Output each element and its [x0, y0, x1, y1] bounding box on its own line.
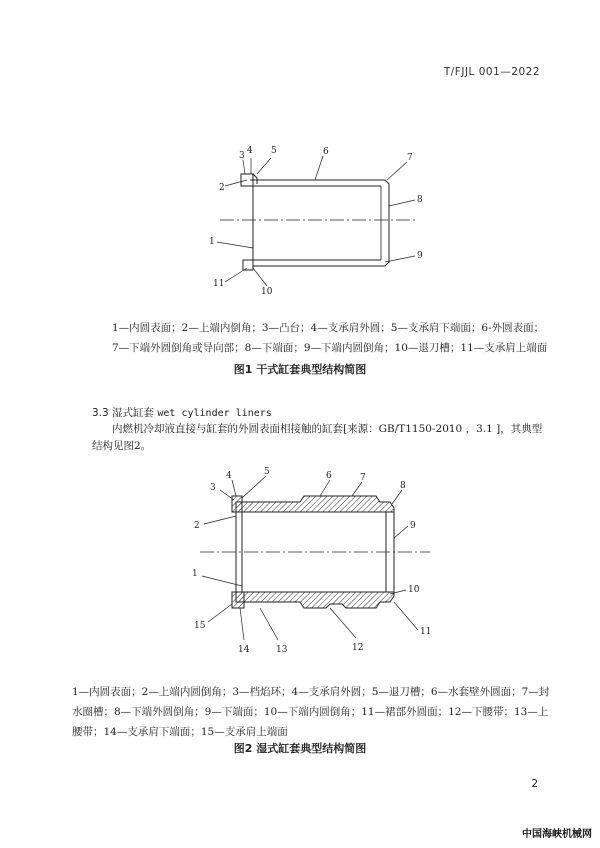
- figure2-legend-line: 腰带；14—支承肩下端面；15—支承肩上端面: [72, 726, 288, 738]
- fig2-label-4: 4: [226, 471, 232, 481]
- upper-flange: [232, 496, 242, 512]
- fig2-label-5: 5: [264, 467, 270, 477]
- fig1-label-1: 1: [209, 237, 215, 247]
- fig2-label-13: 13: [276, 645, 288, 655]
- figure2-legend: [72, 682, 557, 742]
- fig1-label-9: 9: [417, 251, 423, 261]
- fig1-label-5: 5: [271, 146, 277, 156]
- section-title-cn: 湿式缸套: [112, 407, 155, 419]
- fig2-label-6: 6: [326, 471, 332, 481]
- section-title-en: wet cylinder liners: [157, 408, 272, 419]
- fig2-label-12: 12: [352, 643, 364, 653]
- fig2-label-11: 11: [420, 627, 432, 637]
- fig1-label-4: 4: [247, 146, 253, 156]
- fig2-label-10: 10: [408, 585, 420, 595]
- section-heading: [92, 405, 272, 420]
- site-watermark: 中国海峡机械网: [522, 829, 592, 840]
- fig1-label-11: 11: [213, 279, 225, 289]
- fig2-label-14: 14: [238, 645, 250, 655]
- fig2-label-8: 8: [400, 481, 406, 491]
- section-definition-cont: 结构见图2。: [92, 440, 152, 452]
- figure1-diagram: [195, 140, 435, 300]
- page-number: 2: [531, 778, 538, 790]
- section-definition: 内燃机冷却液直接与缸套的外圆表面相接触的缸套[来源：GB/T1150-2010 ，3.1 ]，其典型: [112, 423, 543, 435]
- figure2-diagram: [180, 462, 450, 657]
- fig1-label-8: 8: [417, 195, 423, 205]
- figure1-caption: 图1 干式缸套典型结构简图: [233, 363, 367, 376]
- fig1-label-3: 3: [239, 151, 245, 161]
- standard-code: T/FJJL 001—2022: [443, 66, 540, 78]
- figure1-legend-line: 7—下端外圆倒角或导向部；8—下端面；9—下端内圆倒角；10—退刀槽；11—支承肩上端面: [112, 342, 548, 354]
- fig2-label-1: 1: [192, 569, 198, 579]
- section-number: 3.3: [92, 407, 109, 419]
- figure2-legend-line: 水圈槽；8—下端外圆倒角；9—下端面；10—下端内圆倒角；11—裙部外圆面；12—下腰带；13—上: [72, 706, 549, 718]
- liner-outline: [250, 180, 389, 266]
- fig2-label-7: 7: [360, 473, 366, 483]
- fig1-label-2: 2: [219, 183, 225, 193]
- upper-wall: [236, 496, 394, 512]
- fig1-label-10: 10: [261, 287, 273, 297]
- lower-flange: [232, 592, 244, 608]
- figure1-legend-line: 1—内圆表面；2—上端内倒角；3—凸台；4—支承肩外圆；5—支承肩下端面；6-外圆表面；: [112, 322, 545, 334]
- fig2-label-9: 9: [410, 521, 416, 531]
- fig2-label-15: 15: [194, 621, 206, 631]
- fig1-label-6: 6: [323, 147, 329, 157]
- figure2-legend-line: 1—内圆表面；2—上端内圆倒角；3—档焰环；4—支承肩外圆；5—退刀槽；6—水套壁外圆面；7—封: [72, 686, 550, 698]
- fig2-label-3: 3: [210, 483, 216, 493]
- lower-wall: [236, 592, 394, 608]
- fig2-label-2: 2: [194, 521, 200, 531]
- figure1-legend: [112, 318, 552, 358]
- figure2-caption: 图2 湿式缸套典型结构简图: [233, 742, 367, 755]
- fig1-label-7: 7: [407, 153, 413, 163]
